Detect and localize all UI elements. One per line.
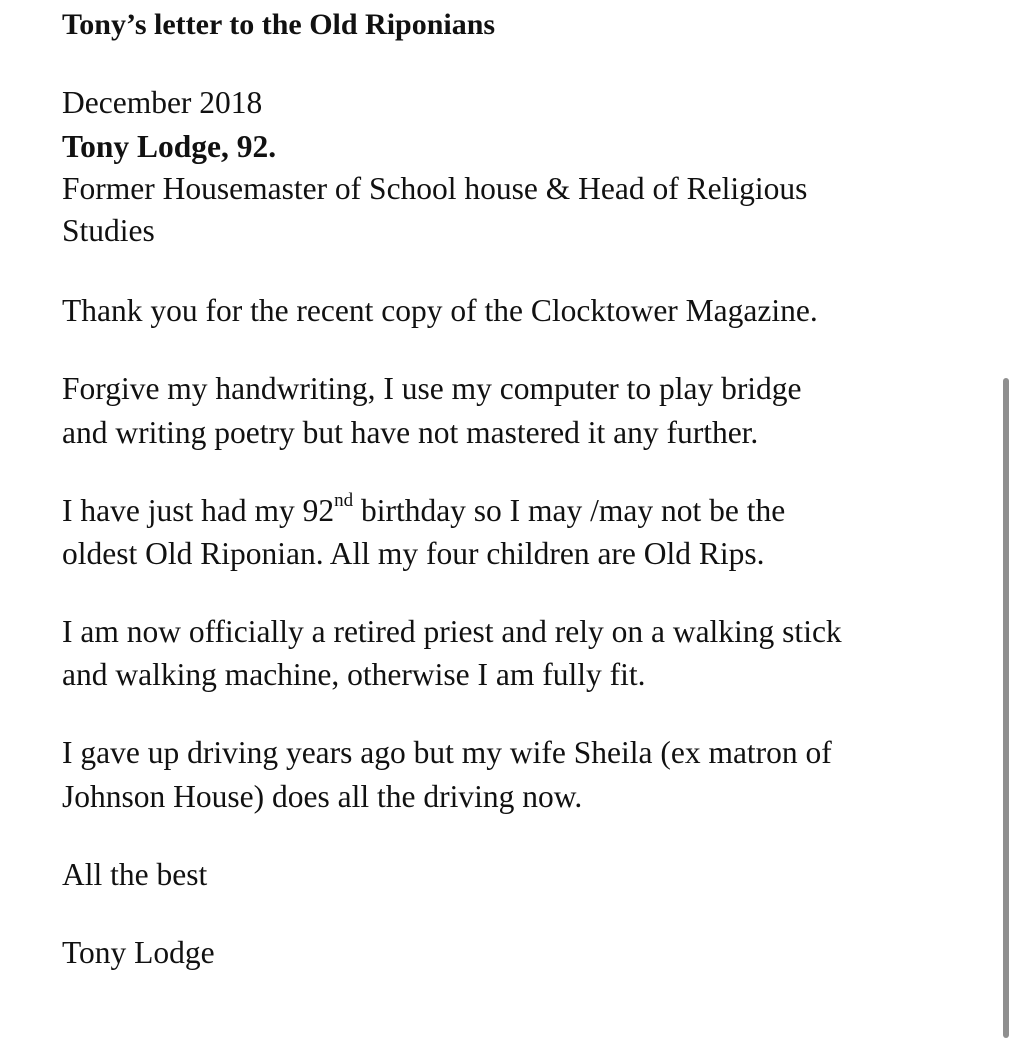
paragraph-priest-line-1: I am now officially a retired priest and rely on a walking stick	[62, 614, 842, 649]
document-title: Tony’s letter to the Old Riponians	[62, 8, 496, 41]
paragraph-handwriting-line-1: Forgive my handwriting, I use my computer to play bridge	[62, 371, 802, 406]
closing-line: All the best	[62, 857, 208, 892]
role-line-2: Studies	[62, 213, 155, 248]
paragraph-birthday-line-2: oldest Old Riponian. All my four children are Old Rips.	[62, 536, 765, 571]
role-line-1: Former Housemaster of School house & Head of Religious	[62, 171, 808, 206]
paragraph-thanks: Thank you for the recent copy of the Clocktower Magazine.	[62, 293, 818, 328]
paragraph-handwriting-line-2: and writing poetry but have not mastered it any further.	[62, 415, 759, 450]
vertical-scrollbar[interactable]	[1000, 0, 1017, 1024]
ordinal-suffix: nd	[334, 489, 354, 511]
date-line: December 2018	[62, 85, 263, 120]
paragraph-birthday-line-1	[62, 490, 785, 532]
signature-line: Tony Lodge	[62, 935, 215, 970]
paragraph-driving-line-1: I gave up driving years ago but my wife Sheila (ex matron of	[62, 735, 832, 770]
birthday-text-b: birthday so I may /may not be the	[353, 493, 786, 528]
author-line: Tony Lodge, 92.	[62, 129, 277, 164]
paragraph-priest-line-2: and walking machine, otherwise I am fully fit.	[62, 657, 646, 692]
paragraph-driving-line-2: Johnson House) does all the driving now.	[62, 779, 583, 814]
birthday-text-a: I have just had my 92	[62, 493, 335, 528]
scrollbar-thumb[interactable]	[1003, 378, 1009, 1038]
